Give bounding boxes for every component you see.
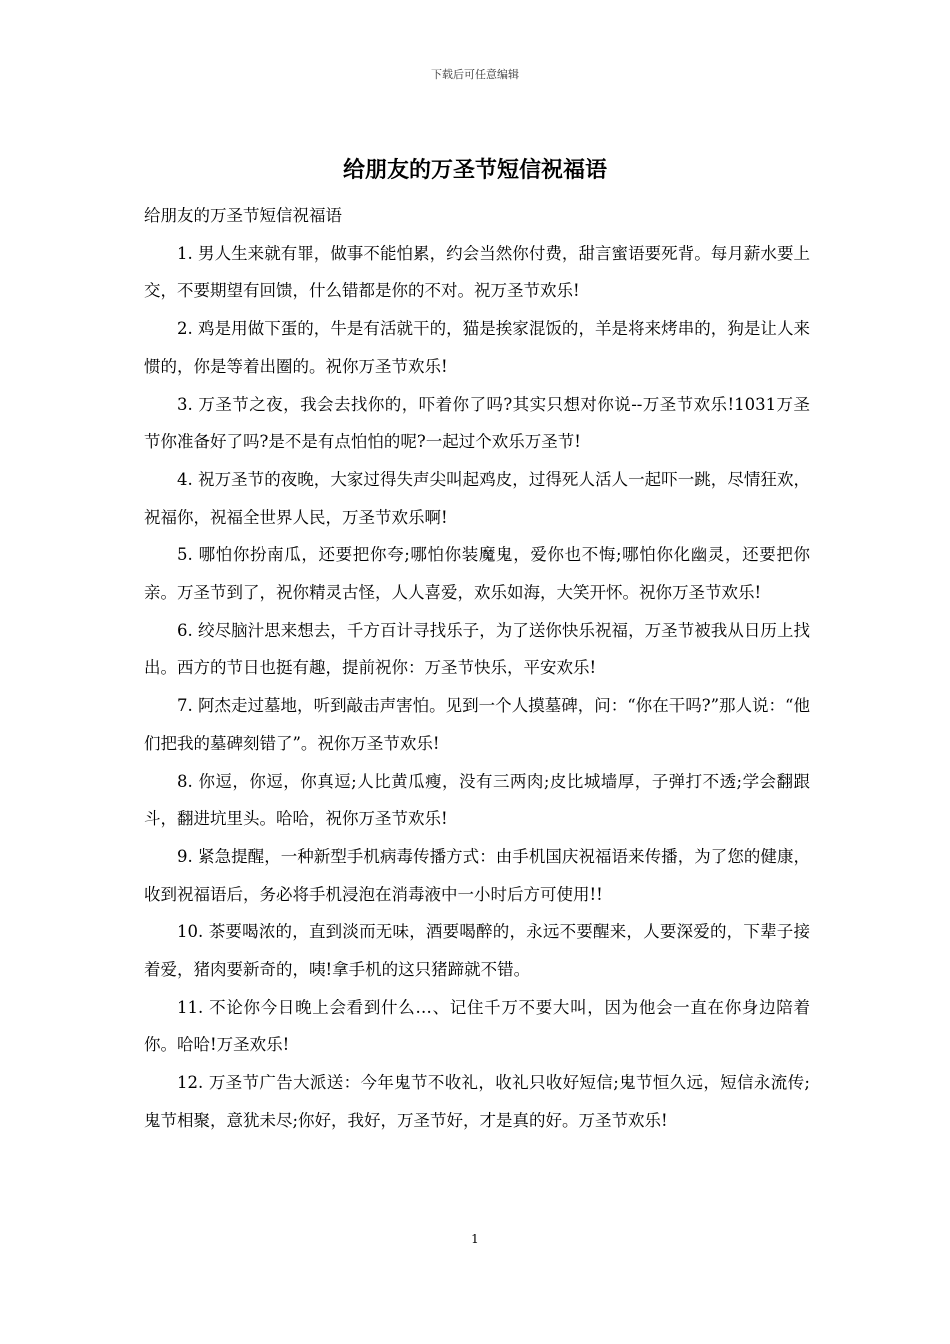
paragraph-11: 11. 不论你今日晚上会看到什么…、记住千万不要大叫，因为他会一直在你身边陪着你。哈哈!万圣欢乐! <box>144 997 810 1055</box>
paragraph-7: 7. 阿杰走过墓地，听到敲击声害怕。见到一个人摸墓碑，问：“你在干吗?”那人说：“他们把我的墓碑刻错了”。祝你万圣节欢乐! <box>144 696 810 753</box>
paragraph-9: 9. 紧急提醒，一种新型手机病毒传播方式：由手机国庆祝福语来传播，为了您的健康，收到祝福语后，务必将手机浸泡在消毒液中一小时后方可使用!! <box>144 846 810 904</box>
paragraph-6: 6. 绞尽脑汁思来想去，千方百计寻找乐子，为了送你快乐祝福，万圣节被我从日历上找出。西方的节日也挺有趣，提前祝你：万圣节快乐，平安欢乐! <box>144 620 810 678</box>
paragraph-10: 10. 茶要喝浓的，直到淡而无味，酒要喝醉的，永远不要醒来，人要深爱的，下辈子接着爱，猪肉要新奇的，咦!拿手机的这只猪蹄就不错。 <box>144 922 810 980</box>
paragraph-2: 2. 鸡是用做下蛋的，牛是有活就干的，猫是挨家混饭的，羊是将来烤串的，狗是让人来惯的，你是等着出圈的。祝你万圣节欢乐! <box>144 319 810 376</box>
paragraph-8: 8. 你逗，你逗，你真逗;人比黄瓜瘦，没有三两肉;皮比城墙厚，子弹打不透;学会翻跟斗，翻进坑里头。哈哈，祝你万圣节欢乐! <box>144 771 810 829</box>
paragraph-3: 3. 万圣节之夜，我会去找你的，吓着你了吗?其实只想对你说--万圣节欢乐!1031万圣节你准备好了吗?是不是有点怕怕的呢?一起过个欢乐万圣节! <box>144 394 810 452</box>
paragraph-12: 12. 万圣节广告大派送：今年鬼节不收礼，收礼只收好短信;鬼节恒久远，短信永流传;鬼节相聚，意犹未尽;你好，我好，万圣节好，才是真的好。万圣节欢乐! <box>144 1073 810 1130</box>
paragraph-4: 4. 祝万圣节的夜晚，大家过得失声尖叫起鸡皮，过得死人活人一起吓一跳，尽情狂欢，祝福你，祝福全世界人民，万圣节欢乐啊! <box>144 469 810 527</box>
paragraph-5: 5. 哪怕你扮南瓜，还要把你夸;哪怕你装魔鬼，爱你也不悔;哪怕你化幽灵，还要把你亲。万圣节到了，祝你精灵古怪，人人喜爱，欢乐如海，大笑开怀。祝你万圣节欢乐! <box>144 545 810 603</box>
document-body <box>144 197 810 1140</box>
document-subtitle: 给朋友的万圣节短信祝福语 <box>144 206 342 225</box>
paragraph-1: 1. 男人生来就有罪，做事不能怕累，约会当然你付费，甜言蜜语要死背。每月薪水要上交，不要期望有回馈，什么错都是你的不对。祝万圣节欢乐! <box>144 243 810 301</box>
document-title: 给朋友的万圣节短信祝福语 <box>342 157 607 183</box>
page-number: 1 <box>471 1232 479 1246</box>
page-header-note: 下载后可任意编辑 <box>431 68 519 81</box>
